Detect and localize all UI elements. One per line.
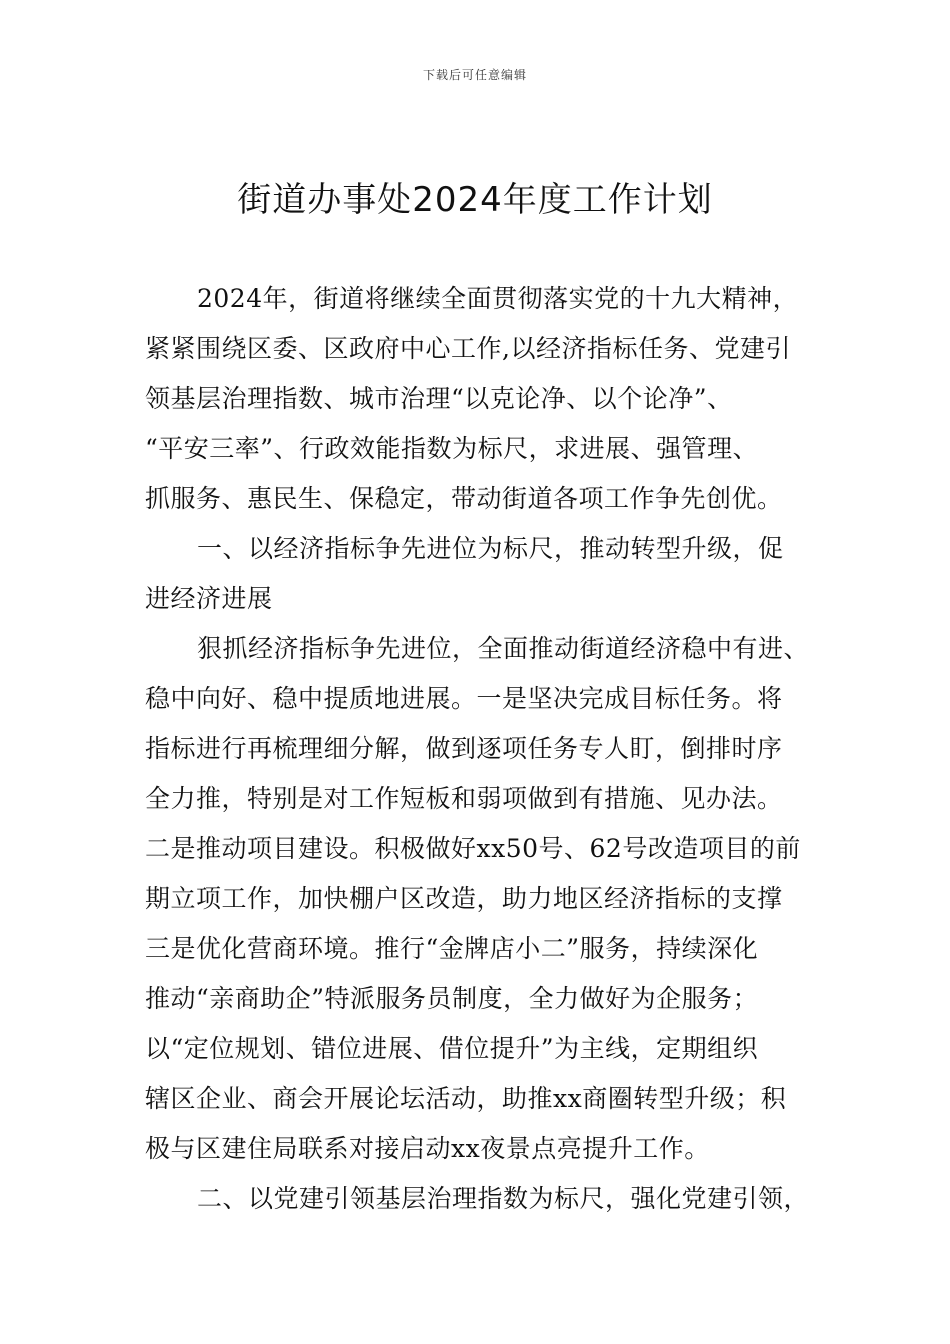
paragraph-line: 狠抓经济指标争先进位，全面推动街道经济稳中有进、 bbox=[197, 634, 810, 663]
paragraph-line: 期立项工作，加快棚户区改造，助力地区经济指标的支撑 bbox=[145, 884, 783, 913]
paragraph-line: 三是优化营商环境。推行“金牌店小二”服务，持续深化 bbox=[145, 934, 759, 963]
paragraph-line: 紧紧围绕区委、区政府中心工作,以经济指标任务、党建引 bbox=[145, 334, 791, 363]
paragraph-line: 推动“亲商助企”特派服务员制度，全力做好为企服务； bbox=[145, 984, 759, 1013]
paragraph-line: 以“定位规划、错位进展、借位提升”为主线，定期组织 bbox=[145, 1034, 759, 1063]
paragraph-line: 稳中向好、稳中提质地进展。一是坚决完成目标任务。将 bbox=[145, 684, 783, 713]
section-heading-line: 进经济进展 bbox=[145, 584, 273, 613]
paragraph-line: 抓服务、惠民生、保稳定，带动街道各项工作争先创优。 bbox=[145, 484, 783, 513]
paragraph-line: 全力推，特别是对工作短板和弱项做到有措施、见办法。 bbox=[145, 784, 783, 813]
section-heading-line: 二、以党建引领基层治理指数为标尺，强化党建引领， bbox=[197, 1184, 810, 1213]
paragraph-line: 二是推动项目建设。积极做好xx50号、62号改造项目的前 bbox=[145, 834, 801, 863]
document-body bbox=[145, 274, 825, 1224]
section-heading-line: 一、以经济指标争先进位为标尺，推动转型升级，促 bbox=[197, 534, 784, 563]
document-title: 街道办事处2024年度工作计划 bbox=[237, 180, 713, 220]
paragraph-line: 辖区企业、商会开展论坛活动，助推xx商圈转型升级；积 bbox=[145, 1084, 787, 1113]
header-note: 下载后可任意编辑 bbox=[422, 68, 527, 82]
paragraph-line: 极与区建住局联系对接启动xx夜景点亮提升工作。 bbox=[145, 1134, 710, 1163]
paragraph-line: 2024年，街道将继续全面贯彻落实党的十九大精神， bbox=[197, 284, 799, 313]
paragraph-line: 领基层治理指数、城市治理“以克论净、以个论净”、 bbox=[145, 384, 733, 413]
paragraph-line: 指标进行再梳理细分解，做到逐项任务专人盯，倒排时序 bbox=[145, 734, 783, 763]
paragraph-line: “平安三率”、行政效能指数为标尺，求进展、强管理、 bbox=[145, 434, 759, 463]
